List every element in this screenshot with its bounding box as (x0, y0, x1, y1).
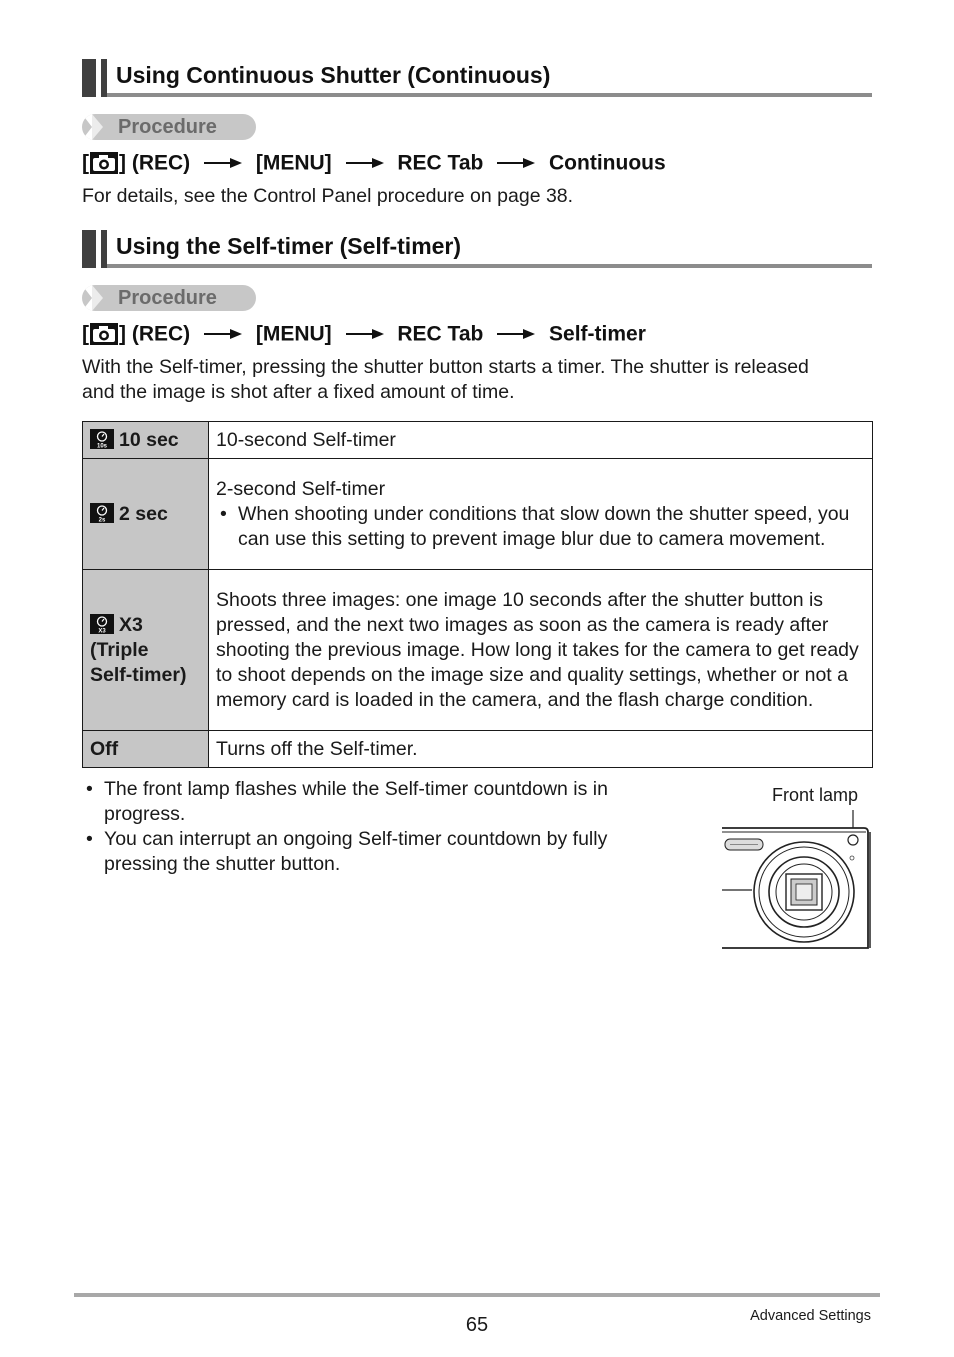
details-note: For details, see the Control Panel procedure on page 38. (82, 185, 574, 207)
chevron-right-icon (92, 285, 103, 311)
table-row (83, 459, 873, 570)
self-timer-icon (90, 503, 114, 523)
heading-bar-decoration (82, 59, 96, 97)
footer-section-name: Advanced Settings (750, 1308, 871, 1324)
table-row (83, 731, 873, 768)
chevron-right-icon (92, 114, 103, 140)
heading-bar-decoration (101, 59, 107, 97)
self-timer-intro: With the Self-timer, pressing the shutter button starts a timer. The shutter is released and the image is shot after a fixed amount of time. (82, 356, 809, 403)
heading-underline (107, 264, 872, 268)
camera-icon (90, 323, 118, 345)
list-item: • You can interrupt an ongoing Self-timer countdown by fully pressing the shutter button. (86, 828, 608, 875)
option-description: Shoots three images: one image 10 seconds after the shutter button is pressed, and the next two images as soon as the camera is ready after shooting the previous image. How long it takes for the camera to get ready to shoot depends on the image size and quality settings, whether or not a memory card is loaded in the camera, and the flash charge condition. (209, 570, 873, 731)
section-title: Using the Self-timer (Self-timer) (116, 233, 462, 259)
camera-icon (90, 152, 118, 174)
option-key: Off (83, 731, 209, 768)
procedure-tag (82, 114, 256, 140)
self-timer-icon (90, 614, 114, 634)
heading-underline (107, 93, 872, 97)
option-key: X3 X3 (Triple Self-timer) (83, 570, 209, 731)
procedure-label: Procedure (118, 116, 217, 138)
table-row (83, 422, 873, 459)
self-timer-options-table (82, 421, 873, 768)
right-arrow-icon (497, 328, 535, 340)
option-description: 2-second Self-timer • When shooting under conditions that slow down the shutter speed, you can use this setting to prevent image blur due to camera movement. (209, 459, 873, 570)
option-key: 10s 10 sec (83, 422, 209, 459)
front-lamp-callout: Front lamp (772, 785, 859, 805)
list-item: • The front lamp flashes while the Self-timer countdown is in progress. (86, 778, 608, 825)
right-arrow-icon (346, 157, 384, 169)
footer-divider (74, 1293, 880, 1297)
right-arrow-icon (204, 328, 242, 340)
option-key: 2s 2 sec (83, 459, 209, 570)
procedure-tag (82, 285, 256, 311)
right-arrow-icon (497, 157, 535, 169)
svg-text:10s: 10s (96, 443, 108, 449)
section-heading-self-timer (82, 230, 872, 268)
section-title: Using Continuous Shutter (Continuous) (116, 62, 551, 88)
table-row (83, 570, 873, 731)
right-arrow-icon (346, 328, 384, 340)
list-item: • When shooting under conditions that slow down the shutter speed, you can use this setting to prevent image blur due to camera movement. (220, 502, 850, 550)
heading-bar-decoration (82, 230, 96, 268)
section-heading-continuous (82, 59, 872, 97)
right-arrow-icon (204, 157, 242, 169)
svg-text:2s: 2s (98, 517, 106, 523)
procedure-label: Procedure (118, 287, 217, 309)
option-description: Turns off the Self-timer. (209, 731, 873, 768)
notes-list (82, 777, 662, 877)
svg-text:X3: X3 (98, 628, 106, 634)
menu-path: [ ] (REC) [MENU] REC Tab Self-timer (82, 322, 646, 346)
heading-bar-decoration (101, 230, 107, 268)
menu-path: [ ] (REC) [MENU] REC Tab Continuous (82, 151, 666, 175)
option-description: 10-second Self-timer (209, 422, 873, 459)
self-timer-icon (90, 429, 114, 449)
camera-front-illustration (718, 808, 874, 952)
page-number: 65 (465, 1314, 489, 1336)
